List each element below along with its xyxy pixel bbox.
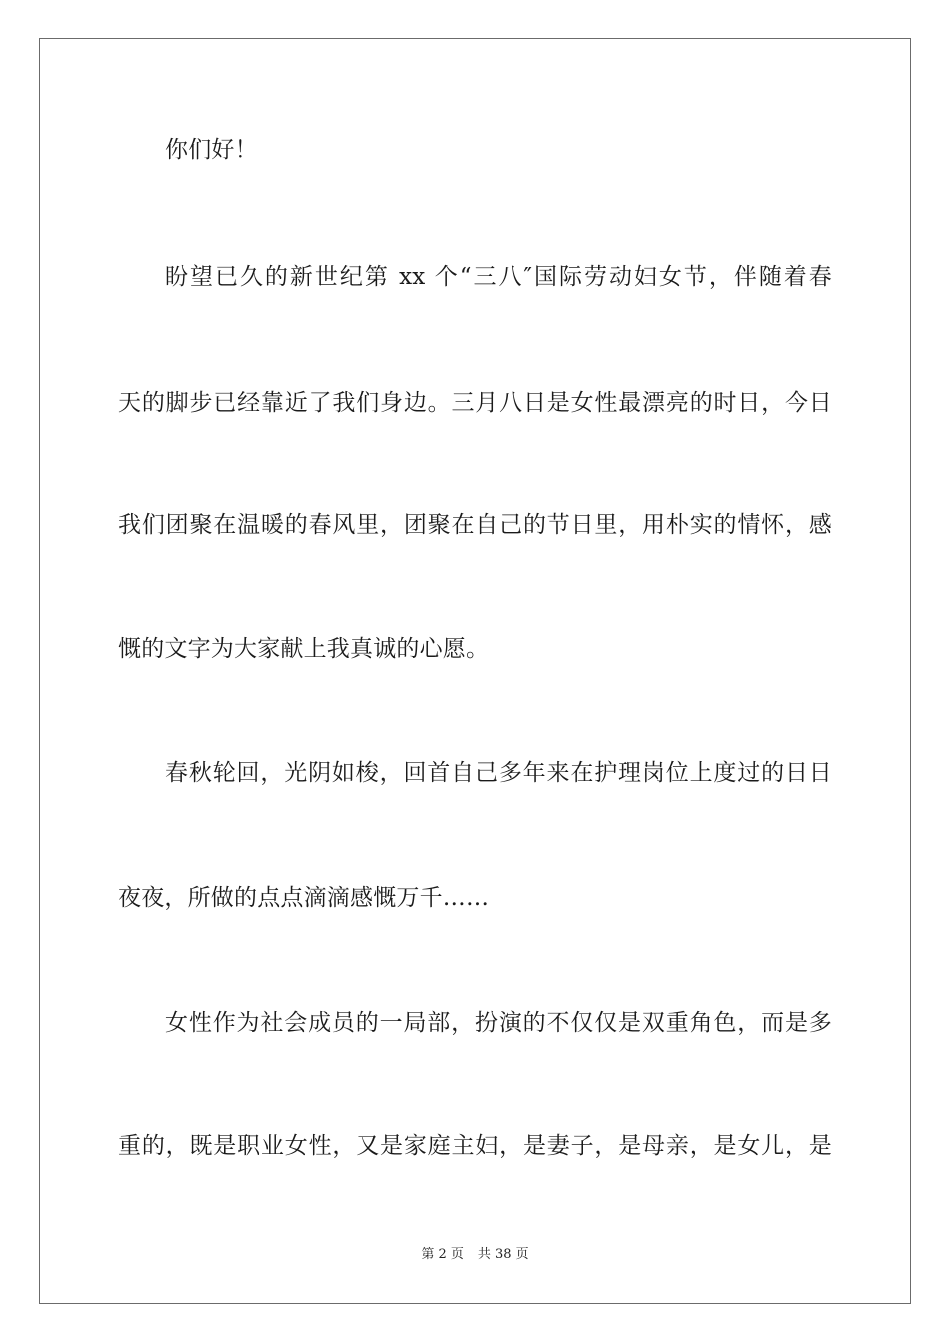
total-pages: 共 38 页 (477, 1247, 529, 1262)
greeting-line: 你们好！ (165, 137, 258, 163)
paragraph-1-line-4: 慨的文字为大家献上我真诚的心愿。 (118, 636, 490, 662)
paragraph-1-line-2: 天的脚步已经靠近了我们身边。三月八日是女性最漂亮的时日，今日 (118, 390, 832, 416)
page-number: 第 2 页 (421, 1247, 464, 1262)
page-footer (0, 1246, 950, 1264)
paragraph-3-line-2: 重的，既是职业女性，又是家庭主妇，是妻子，是母亲，是女儿，是 (118, 1133, 832, 1159)
paragraph-1-line-3: 我们团聚在温暖的春风里，团聚在自己的节日里，用朴实的情怀，感 (118, 512, 832, 538)
paragraph-1-line-1: 盼望已久的新世纪第 xx 个“三八″国际劳动妇女节，伴随着春 (165, 264, 832, 290)
paragraph-2-line-2: 夜夜，所做的点点滴滴感慨万千…… (118, 885, 490, 911)
paragraph-3-line-1: 女性作为社会成员的一局部，扮演的不仅仅是双重角色，而是多 (165, 1010, 832, 1036)
page-border (39, 38, 911, 1304)
paragraph-2-line-1: 春秋轮回，光阴如梭，回首自己多年来在护理岗位上度过的日日 (165, 760, 832, 786)
